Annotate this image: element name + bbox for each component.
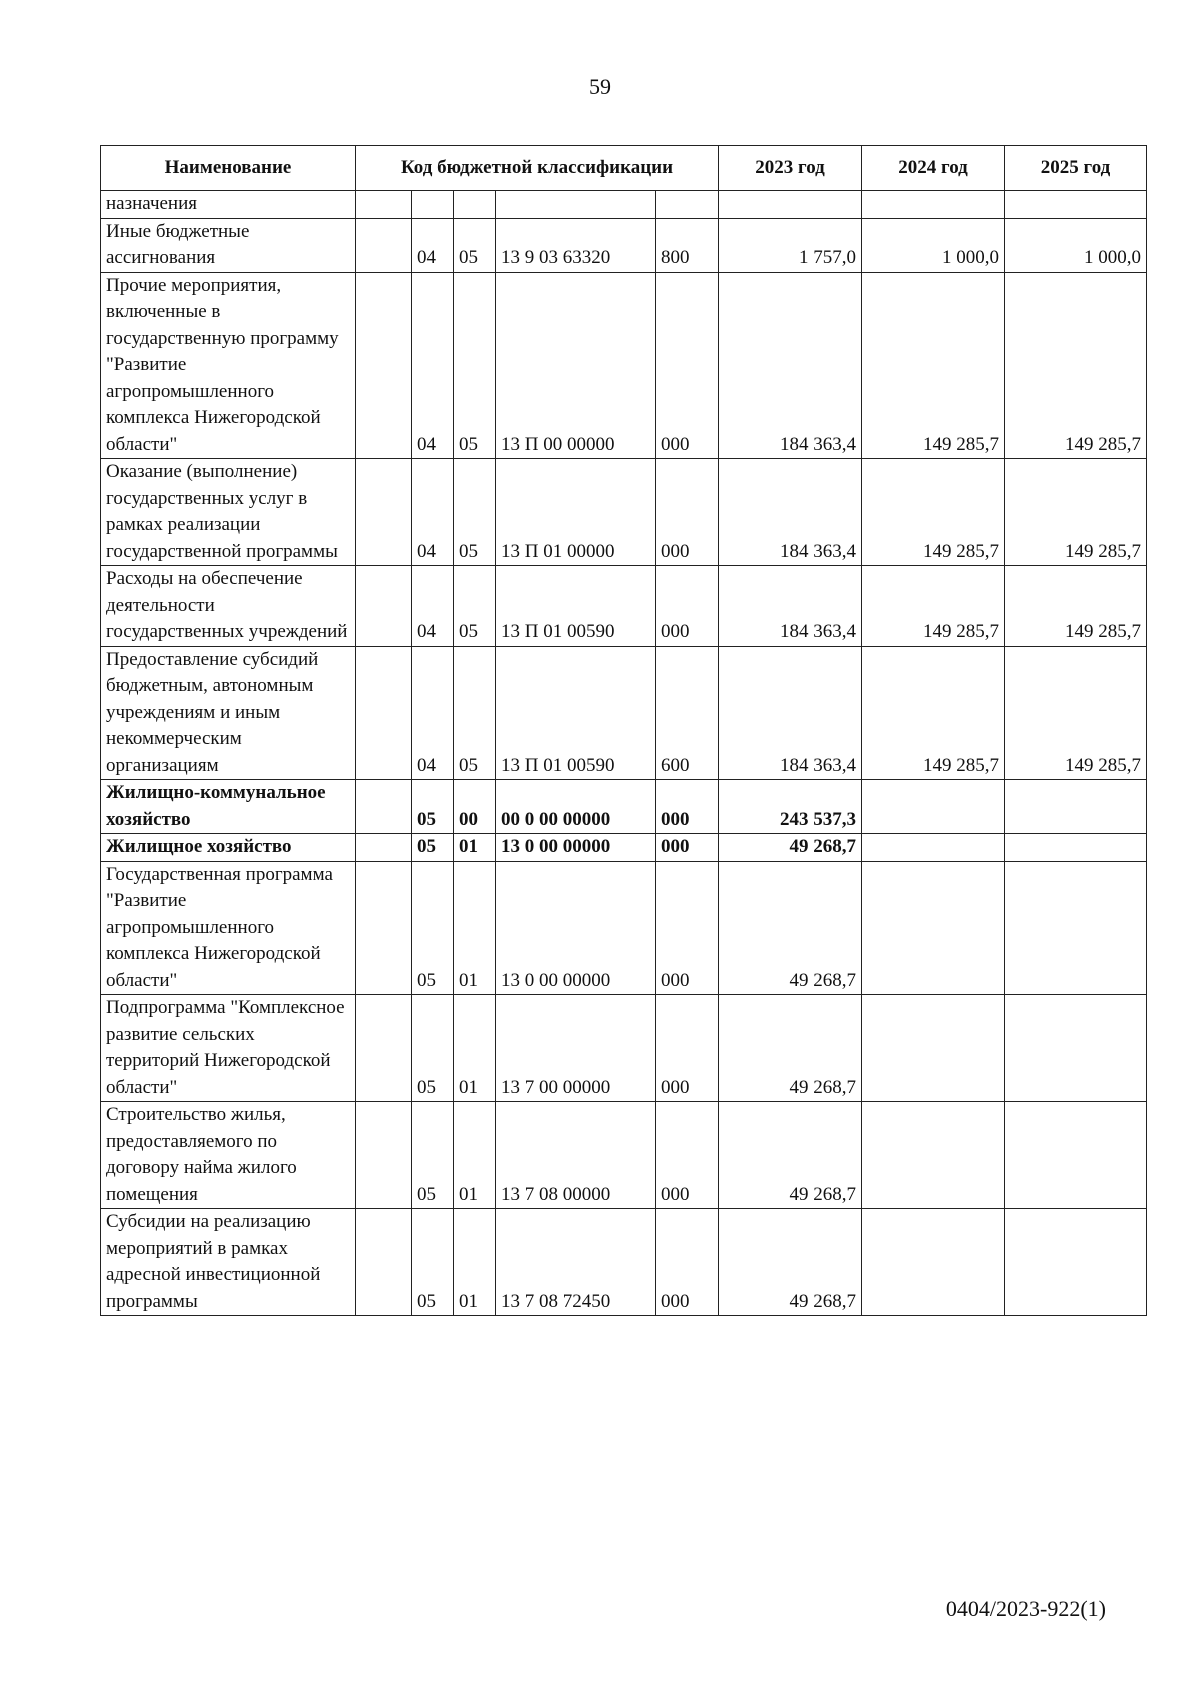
header-2024: 2024 год	[862, 146, 1005, 191]
row-2025: 149 285,7	[1005, 272, 1147, 459]
row-2025: 149 285,7	[1005, 459, 1147, 566]
row-rz: 05	[412, 834, 454, 862]
row-rz: 05	[412, 995, 454, 1102]
row-rz: 05	[412, 861, 454, 995]
row-pr: 01	[454, 834, 496, 862]
row-2023: 184 363,4	[719, 459, 862, 566]
row-2024	[862, 995, 1005, 1102]
row-2024: 149 285,7	[862, 459, 1005, 566]
header-2023: 2023 год	[719, 146, 862, 191]
row-pr: 05	[454, 566, 496, 647]
row-vr: 800	[656, 218, 719, 272]
row-rz: 04	[412, 272, 454, 459]
row-2023: 184 363,4	[719, 646, 862, 780]
row-vr: 600	[656, 646, 719, 780]
table-row	[101, 834, 1147, 862]
row-csr: 13 0 00 00000	[496, 861, 656, 995]
row-name: Государственная программа "Развитие агропромышленного комплекса Нижегородской области"	[101, 861, 356, 995]
row-vr: 000	[656, 459, 719, 566]
row-empty	[356, 646, 412, 780]
row-pr: 01	[454, 1209, 496, 1316]
row-empty	[356, 995, 412, 1102]
row-2024: 149 285,7	[862, 272, 1005, 459]
row-name: Оказание (выполнение) государственных услуг в рамках реализации государственной программы	[101, 459, 356, 566]
row-name: Прочие мероприятия, включенные в государственную программу "Развитие агропромышленного комплекса Нижегородской области"	[101, 272, 356, 459]
row-2023: 49 268,7	[719, 1102, 862, 1209]
row-empty	[356, 1209, 412, 1316]
row-2025	[1005, 1102, 1147, 1209]
document-code: 0404/2023-922(1)	[945, 1596, 1106, 1621]
row-rz: 05	[412, 1209, 454, 1316]
row-pr: 01	[454, 1102, 496, 1209]
row-csr: 00 0 00 00000	[496, 780, 656, 834]
row-2025: 149 285,7	[1005, 566, 1147, 647]
row-2023: 1 757,0	[719, 218, 862, 272]
row-empty	[356, 1102, 412, 1209]
table-row	[101, 1102, 1147, 1209]
row-2024: 1 000,0	[862, 218, 1005, 272]
row-rz: 04	[412, 459, 454, 566]
table-header-row	[101, 146, 1147, 191]
budget-table	[100, 145, 1147, 1316]
row-vr: 000	[656, 861, 719, 995]
row-pr: 01	[454, 861, 496, 995]
row-csr: 13 0 00 00000	[496, 834, 656, 862]
row-pr: 05	[454, 459, 496, 566]
table-row	[101, 861, 1147, 995]
row-rz: 04	[412, 218, 454, 272]
row-pr: 00	[454, 780, 496, 834]
row-pr: 05	[454, 218, 496, 272]
row-2025	[1005, 780, 1147, 834]
table-row	[101, 1209, 1147, 1316]
header-2025: 2025 год	[1005, 146, 1147, 191]
row-2024	[862, 861, 1005, 995]
row-2023: 184 363,4	[719, 566, 862, 647]
row-csr: 13 П 00 00000	[496, 272, 656, 459]
row-name: Иные бюджетные ассигнования	[101, 218, 356, 272]
row-2025	[1005, 861, 1147, 995]
row-2025: 149 285,7	[1005, 646, 1147, 780]
row-empty	[356, 218, 412, 272]
row-empty	[356, 834, 412, 862]
row-vr: 000	[656, 995, 719, 1102]
row-2023: 49 268,7	[719, 861, 862, 995]
table-row	[101, 646, 1147, 780]
table-row	[101, 218, 1147, 272]
row-empty	[356, 272, 412, 459]
row-2024: 149 285,7	[862, 646, 1005, 780]
row-rz: 04	[412, 566, 454, 647]
continuation-text: назначения	[101, 191, 356, 219]
row-pr: 05	[454, 646, 496, 780]
row-2024	[862, 1102, 1005, 1209]
row-rz: 05	[412, 780, 454, 834]
row-pr: 05	[454, 272, 496, 459]
row-vr: 000	[656, 272, 719, 459]
row-2023: 243 537,3	[719, 780, 862, 834]
row-name: Жилищное хозяйство	[101, 834, 356, 862]
row-csr: 13 П 01 00000	[496, 459, 656, 566]
header-name: Наименование	[101, 146, 356, 191]
row-vr: 000	[656, 1102, 719, 1209]
row-2024: 149 285,7	[862, 566, 1005, 647]
row-empty	[356, 459, 412, 566]
row-rz: 04	[412, 646, 454, 780]
row-name: Предоставление субсидий бюджетным, автономным учреждениям и иным некоммерческим организациям	[101, 646, 356, 780]
row-2023: 49 268,7	[719, 834, 862, 862]
table-row	[101, 459, 1147, 566]
row-rz: 05	[412, 1102, 454, 1209]
row-name: Субсидии на реализацию мероприятий в рамках адресной инвестиционной программы	[101, 1209, 356, 1316]
row-empty	[356, 780, 412, 834]
row-pr: 01	[454, 995, 496, 1102]
row-csr: 13 7 08 72450	[496, 1209, 656, 1316]
row-2024	[862, 834, 1005, 862]
row-csr: 13 П 01 00590	[496, 566, 656, 647]
row-2023: 184 363,4	[719, 272, 862, 459]
page-number: 59	[589, 74, 611, 99]
table-row	[101, 566, 1147, 647]
row-2023: 49 268,7	[719, 1209, 862, 1316]
row-2025: 1 000,0	[1005, 218, 1147, 272]
row-2025	[1005, 1209, 1147, 1316]
row-name: Расходы на обеспечение деятельности государственных учреждений	[101, 566, 356, 647]
table-row	[101, 272, 1147, 459]
row-csr: 13 7 00 00000	[496, 995, 656, 1102]
row-vr: 000	[656, 834, 719, 862]
continuation-row	[101, 191, 1147, 219]
row-vr: 000	[656, 780, 719, 834]
row-2023: 49 268,7	[719, 995, 862, 1102]
row-csr: 13 7 08 00000	[496, 1102, 656, 1209]
row-csr: 13 9 03 63320	[496, 218, 656, 272]
row-name: Подпрограмма "Комплексное развитие сельских территорий Нижегородской области"	[101, 995, 356, 1102]
row-vr: 000	[656, 566, 719, 647]
row-2025	[1005, 995, 1147, 1102]
row-2025	[1005, 834, 1147, 862]
table-row	[101, 995, 1147, 1102]
row-vr: 000	[656, 1209, 719, 1316]
row-csr: 13 П 01 00590	[496, 646, 656, 780]
row-name: Строительство жилья, предоставляемого по договору найма жилого помещения	[101, 1102, 356, 1209]
row-2024	[862, 780, 1005, 834]
row-name: Жилищно-коммунальное хозяйство	[101, 780, 356, 834]
row-empty	[356, 566, 412, 647]
row-2024	[862, 1209, 1005, 1316]
row-empty	[356, 861, 412, 995]
header-code: Код бюджетной классификации	[356, 146, 719, 191]
table-row	[101, 780, 1147, 834]
